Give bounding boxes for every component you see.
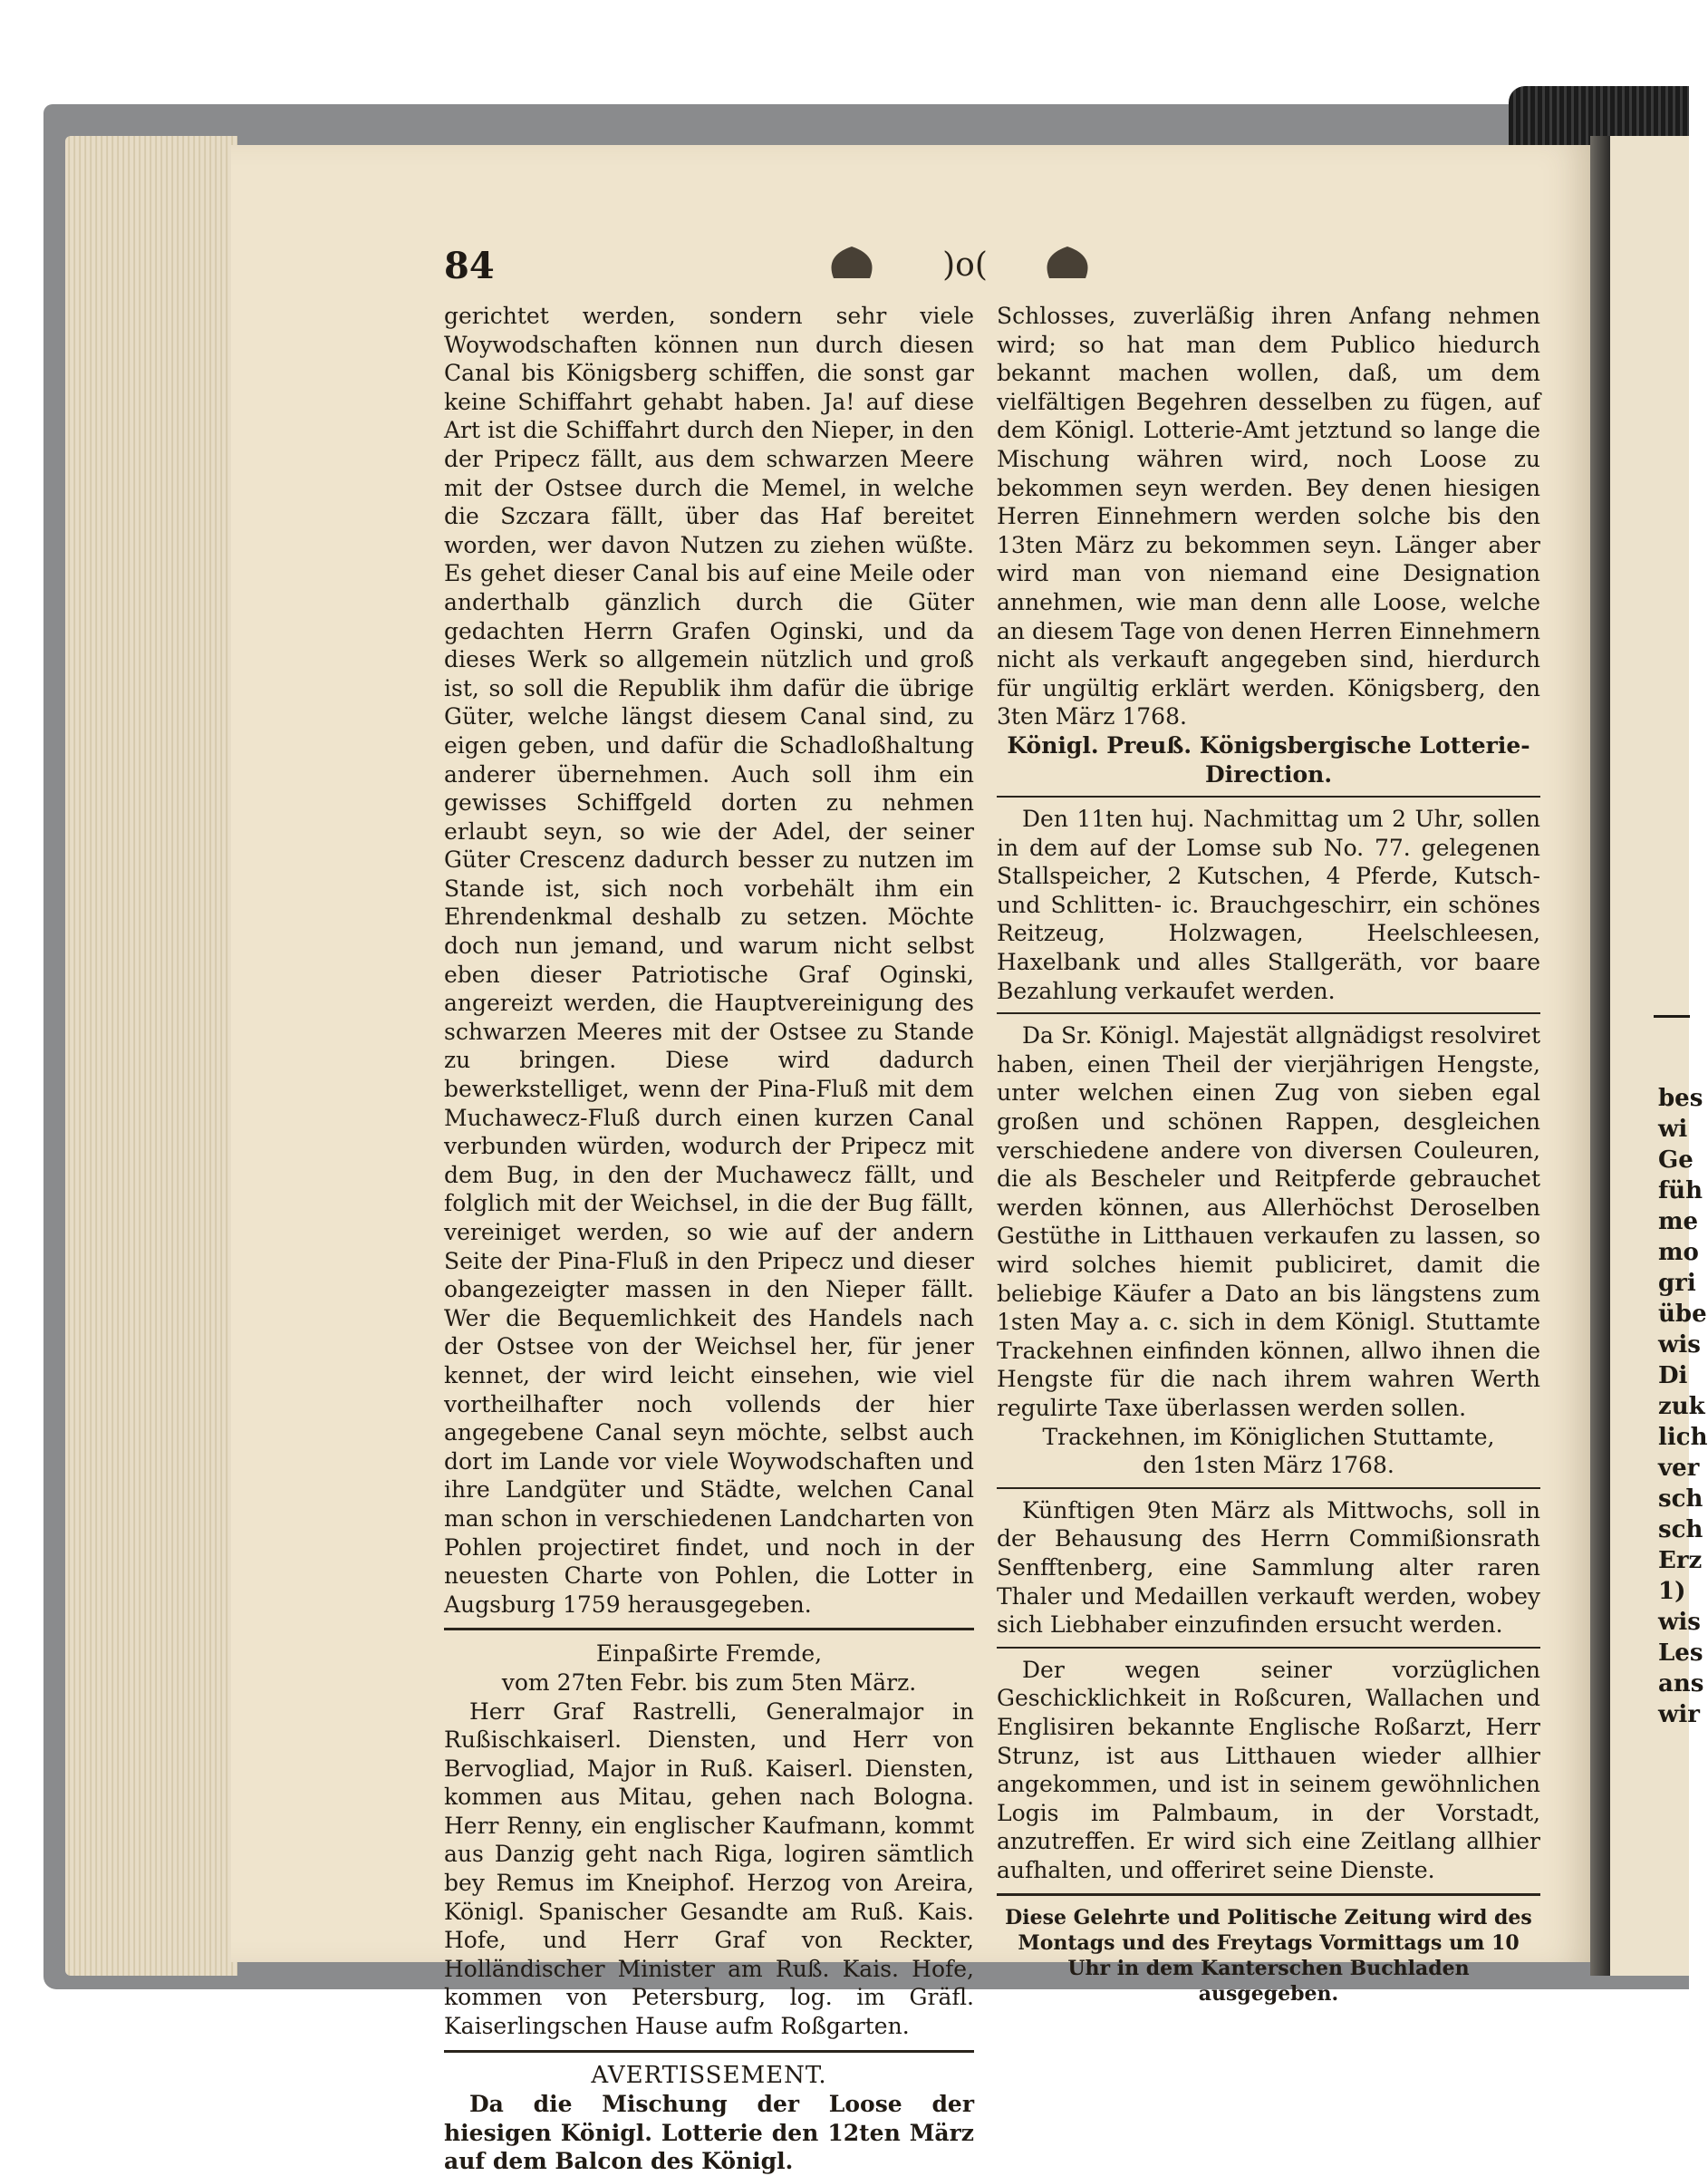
coins-notice: Künftigen 9ten März als Mittwochs, soll in der Behausung des Herrn Commißionsrath Senfftenberg, eine Sammlung alter raren Thaler und Medaillen verkauft werden, wobey sich Liebhaber einzufinden ersucht werden. — [997, 1496, 1540, 1639]
fragment: Di — [1658, 1362, 1688, 1389]
canal-article: gerichtet werden, sondern sehr viele Woywodschaften können nun durch diesen Canal bis Königsberg schiffen, die sonst gar keine Schiffahrt gehabt haben. Ja! auf diese Art ist die Schiffahrt durch den Nieper, in den der Pripecz fällt, aus dem schwarzen Meere mit der Ostsee durch die Memel, in welche die Szczara fällt, über das Haf bereitet worden, wer davon Nutzen zu ziehen wüßte. Es gehet dieser Canal bis auf eine Meile oder anderthalb gänzlich durch die Güter gedachten Herrn Grafen Oginski, und da dieses Werk so allgemein nützlich und groß ist, so soll die Republik ihm dafür die übrige Güter, welche längst diesem Canal sind, zu eigen geben, und dafür die Schadloßhaltung anderer übernehmen. Auch soll ihm ein gewisses Schiffgeld dorten zu nehmen erlaubt seyn, so wie der Adel, der seiner Güter Crescenz dadurch besser zu nutzen im Stande ist, sich noch vorbehält ihm ein Ehrendenkmal deshalb zu setzen. Möchte doch nun jemand, und warum nicht selbst eben dieser Patriotische Graf Oginski, angereizt werden, die Hauptvereinigung des schwarzen Meeres mit der Ostsee zu Stande zu bringen. Diese wird dadurch bewerkstelliget, wenn der Pina-Fluß mit dem Muchawecz-Fluß durch einen kurzen Canal verbunden würden, wodurch der Pripecz mit dem Bug, in den der Muchawecz fällt, und folglich mit der Weichsel, in die der Bug fällt, vereiniget werden, so wie auf der andern Seite der Pina-Fluß in den Pripecz und dieser obangezeigter massen in den Nieper fällt. Wer die Bequemlichkeit des Handels nach der Ostsee von der Weichsel her, für jener kennet, der wird leicht einsehen, wie viel vortheilhafter noch vollends der hier angegebene Canal seyn möchte, selbst auch dort im Lande vor viele Woywodschaften und ihre Landgüter und Städte, welchen Canal man schon in verschiedenen Landcharten von Pohlen projectiret findet, und noch in der neuesten Charte von Pohlen, die Lotter in Augsburg 1759 herausgegeben. — [444, 303, 974, 1618]
arrivals-text: Herr Graf Rastrelli, Generalmajor in Rußischkaiserl. Diensten, und Herr von Bervogliad, Major in Ruß. Kaiserl. Diensten, kommen aus Mitau, gehen nach Bologna. Herr Renny, ein englischer Kaufmann, kommt aus Danzig geht nach Riga, logiren sämtlich bey Remus im Kneiphof. Herzog von Areira, Königl. Spanischer Gesandte am Ruß. Kais. Hofe, und Herr Graf von Reckter, Holländischer Minister am Ruß. Kais. Hofe, kommen von Petersburg, log. im Gräfl. Kaiserlingschen Hause aufm Roßgarten. — [444, 1697, 974, 2040]
book-gutter — [1590, 136, 1610, 1976]
stallions-notice: Da Sr. Königl. Majestät allgnädigst resolviret haben, einen Theil der vierjährigen Hengste, unter welchen einen Zug von sieben egal großen und schönen Rappen, desgleichen verschiedene andere von diversen Couleuren, die als Bescheler und Reitpferde gebrauchet werden können, aus Allerhöchst Deroselben Gestüthe in Litthauen verkaufen zu lassen, so wird solches hiemit publiciret, damit die beliebige Käufer a Dato an bis längstens zum 1sten May a. c. sich in dem Königl. Stuttamte Trackehnen einfinden können, allwo ihnen die Hengste für die nach ihrem wahren Werth regulirte Taxe überlassen werden sollen. — [997, 1022, 1540, 1421]
fragment: mo — [1658, 1239, 1699, 1266]
veterinarian-notice: Der wegen seiner vorzüglichen Geschicklichkeit in Roßcuren, Wallachen und Englisiren bekannte Englische Roßarzt, Herr Strunz, ist aus Litthauen wieder allhier angekommen, und ist in seinem gewöhnlichen Logis im Palmbaum, in der Vorstadt, anzutreffen. Er wird sich eine Zeitlang allhier aufhalten, und offeriret seine Dienste. — [997, 1656, 1540, 1883]
section-divider — [997, 1487, 1540, 1489]
fragment: übe — [1658, 1301, 1707, 1328]
fragment: bes — [1658, 1085, 1703, 1112]
next-page-rule — [1654, 1015, 1690, 1018]
section-divider — [997, 1647, 1540, 1649]
section-divider — [444, 1628, 974, 1630]
arrivals-dates: vom 27ten Febr. bis zum 5ten März. — [501, 1668, 917, 1696]
ornament-text: )o( — [942, 247, 988, 284]
fragment: wir — [1658, 1701, 1700, 1728]
lottery-notice: Schlosses, zuverläßig ihren Anfang nehmen wird; so hat man dem Publico hiedurch bekannt machen wollen, daß, um dem vielfältigen Begehren desselben zu fügen, auf dem Königl. Lotterie-Amt jetztund so lange die Mischung währen wird, noch Loose zu bekommen seyn werden. Bey denen hiesigen Herren Einnehmern werden solche bis den 13ten März zu bekommen seyn. Länger aber wird man von niemand eine Designation annehmen, wie man denn alle Loose, welche an diesem Tage von denen Herren Einnehmern nicht als verkauft angegeben sind, hierdurch für ungültig erklärt werden. Königsberg, den 3ten März 1768. — [997, 303, 1540, 730]
lottery-signature-line-2: Direction. — [1204, 760, 1333, 788]
next-page-fragments — [1658, 1083, 1708, 1730]
section-divider — [997, 796, 1540, 798]
arrivals-title: Einpaßirte Fremde, — [595, 1640, 823, 1668]
fragment: sch — [1658, 1516, 1703, 1543]
colophon: Diese Gelehrte und Politische Zeitung wird des Montags und des Freytags Vormittags um 10 Uhr in dem Kanterschen Buchladen ausgegeben. — [1005, 1906, 1532, 2007]
fragment: füh — [1658, 1177, 1703, 1204]
stallions-date: den 1sten März 1768. — [1143, 1452, 1394, 1479]
fragment: Les — [1658, 1639, 1703, 1667]
auction-notice: Den 11ten huj. Nachmittag um 2 Uhr, sollen in dem auf der Lomse sub No. 77. gelegenen Stallspeicher, 2 Kutschen, 4 Pferde, Kutsch- und Schlitten- ic. Brauchgeschirr, ein schönes Reitzeug, Holzwagen, Heelschleesen, Haxelbank und alles Stallgeräth, vor baare Bezahlung verkaufet werden. — [997, 806, 1540, 1004]
advert-title: AVERTISSEMENT. — [591, 2061, 827, 2089]
fragment: ans — [1658, 1670, 1704, 1697]
fragment: 1) — [1658, 1578, 1686, 1605]
page-edges — [65, 136, 237, 1976]
header-ornaments — [815, 237, 1124, 292]
fragment: wis — [1658, 1609, 1701, 1636]
section-divider — [444, 2050, 974, 2053]
fragment: zuk — [1658, 1393, 1705, 1420]
stallions-place: Trackehnen, im Königlichen Stuttamte, — [1042, 1423, 1495, 1450]
right-column — [997, 302, 1540, 2007]
fragment: gri — [1658, 1270, 1696, 1297]
left-column — [444, 302, 974, 2176]
section-divider — [997, 1893, 1540, 1896]
page-number: 84 — [444, 245, 495, 287]
fragment: me — [1658, 1208, 1699, 1235]
fragment: sch — [1658, 1485, 1703, 1513]
fragment: wis — [1658, 1331, 1701, 1359]
fragment: ver — [1658, 1455, 1700, 1482]
fragment: Erz — [1658, 1547, 1703, 1574]
lottery-signature: Königl. Preuß. Königsbergische Lotterie- — [1007, 731, 1530, 759]
fragment: wi — [1658, 1116, 1688, 1143]
fragment: Ge — [1658, 1146, 1694, 1174]
shell-ornament-icon — [815, 237, 1124, 292]
fragment: lich — [1658, 1424, 1708, 1451]
advert-text: Da die Mischung der Loose der hiesigen Königl. Lotterie den 12ten März auf dem Balcon des Königl. — [444, 2091, 974, 2175]
section-divider — [997, 1012, 1540, 1014]
